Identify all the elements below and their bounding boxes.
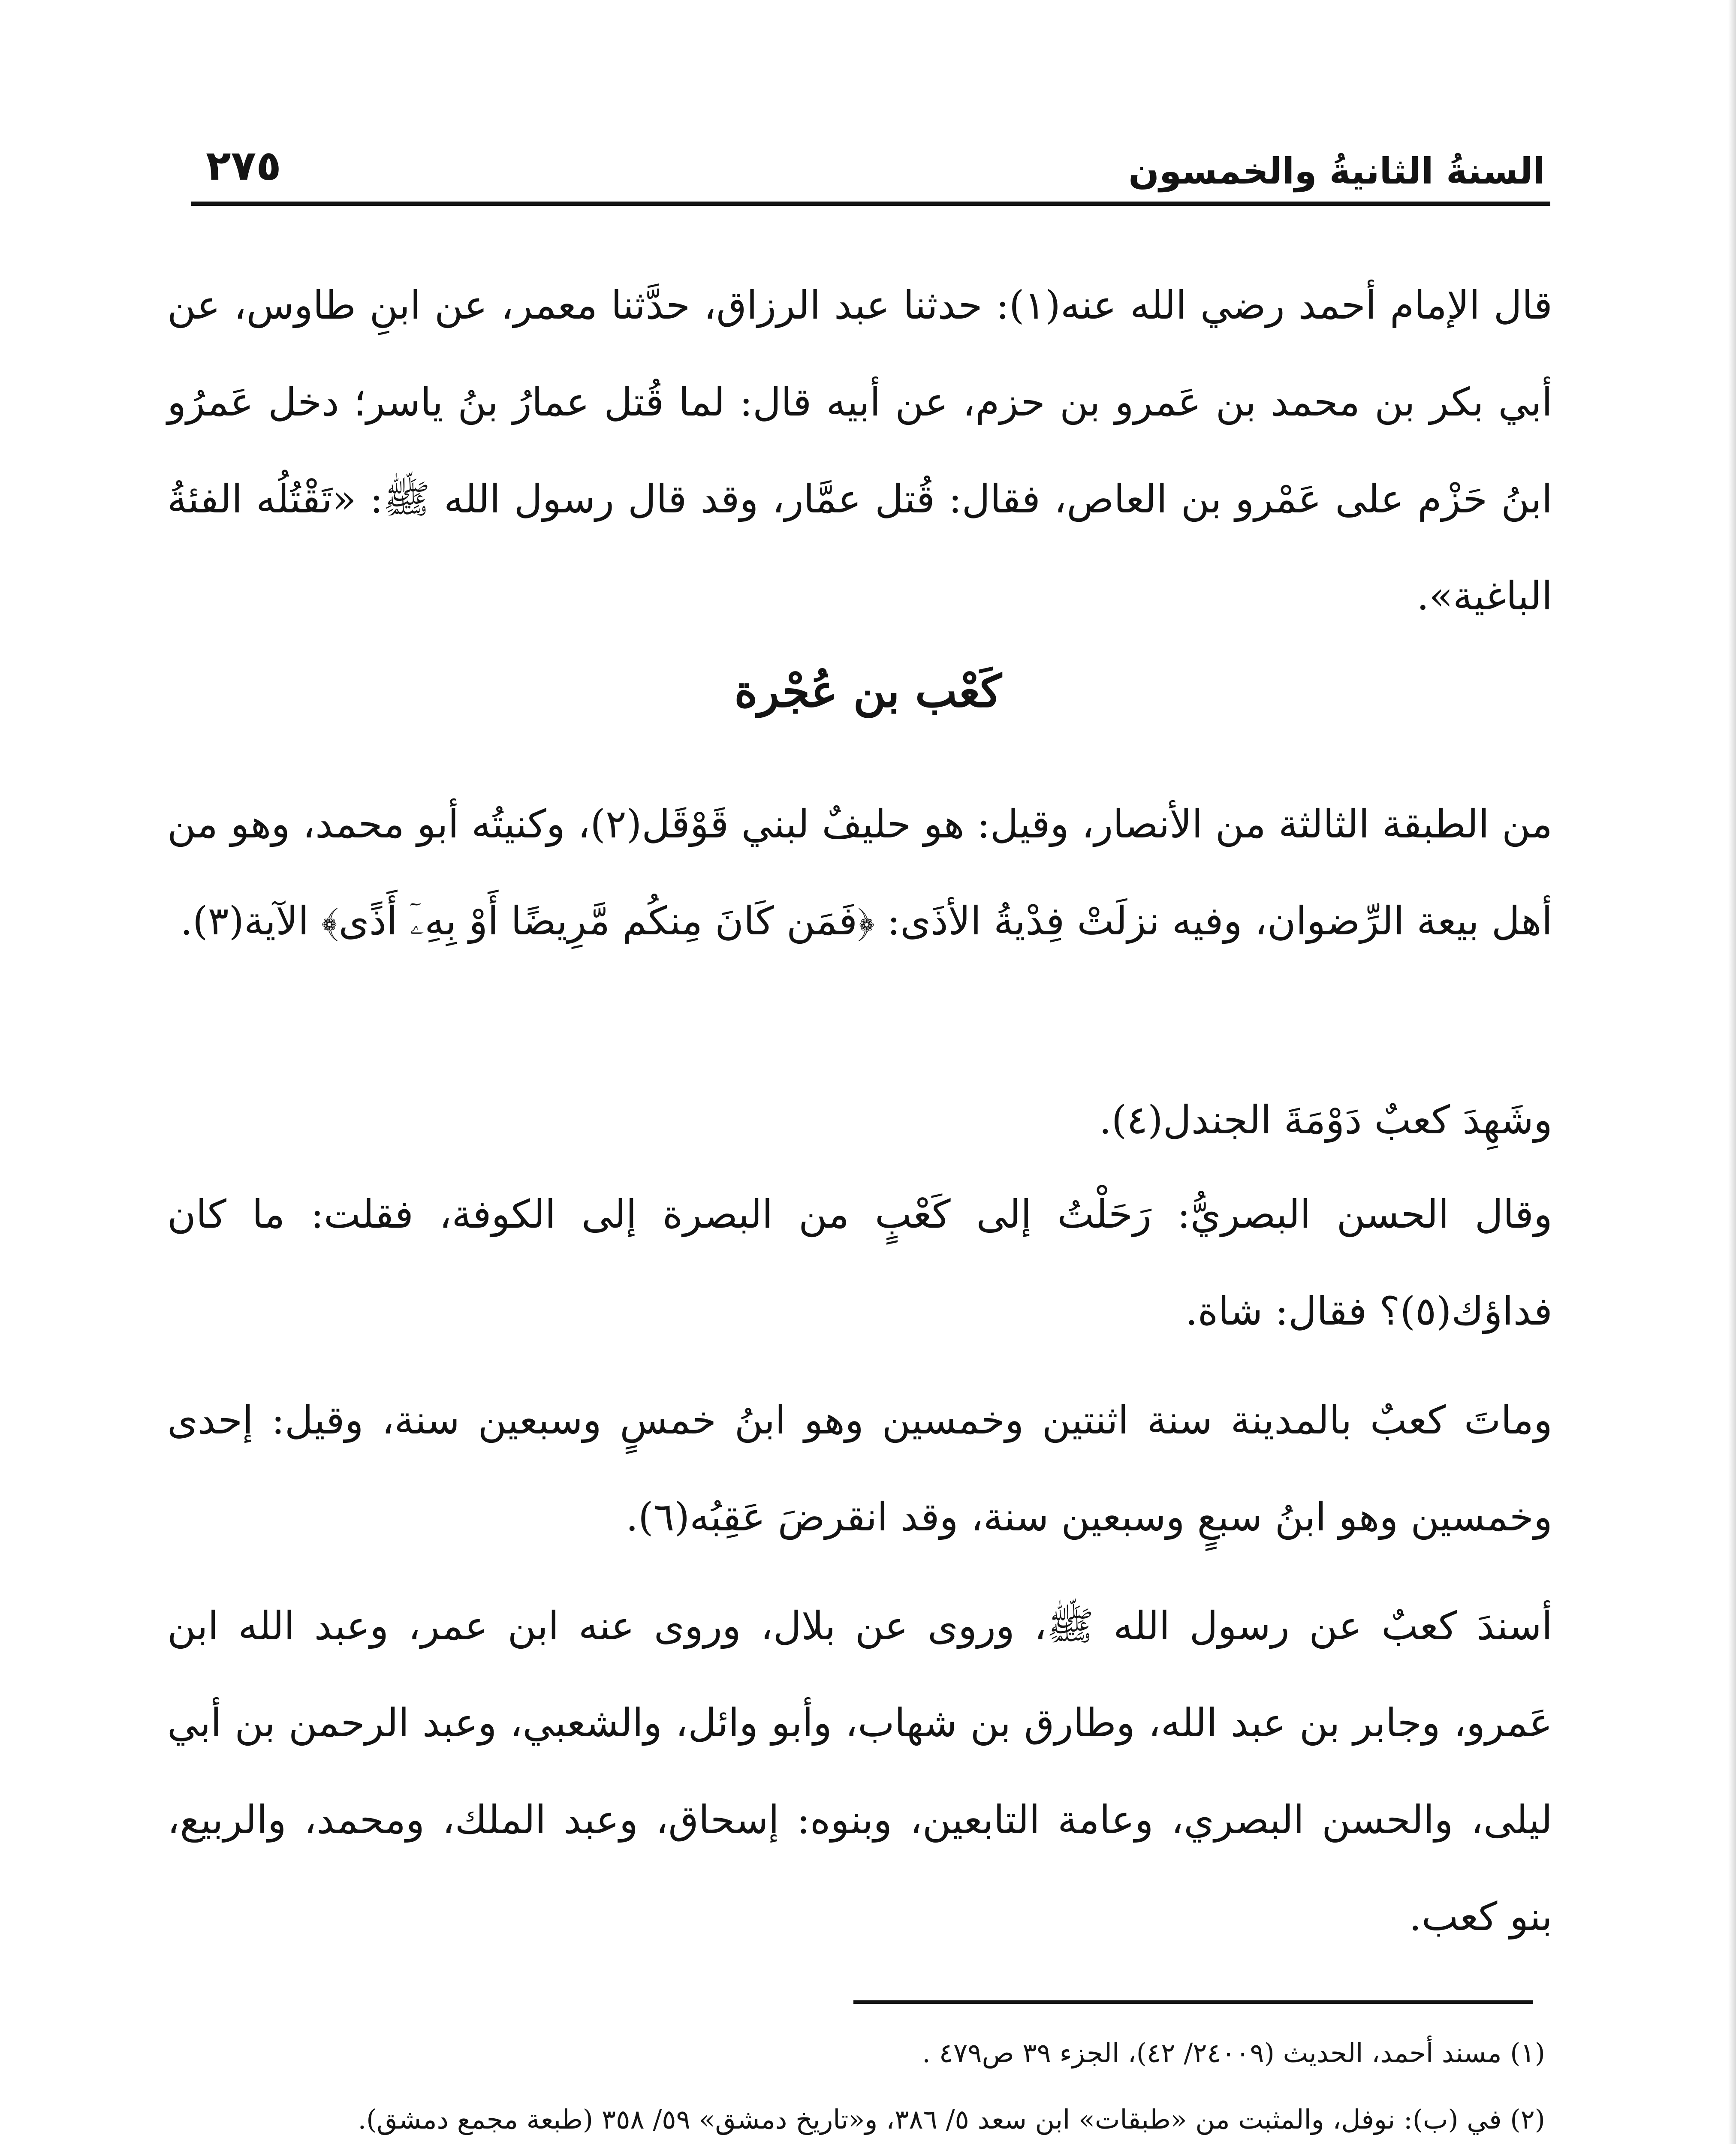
section-heading: كَعْب بن عُجْرة bbox=[734, 665, 1002, 717]
paragraph-dawmat-jandal: وشَهِدَ كعبٌ دَوْمَةَ الجندل(٤). bbox=[1099, 1098, 1552, 1143]
scan-edge-shadow bbox=[1728, 0, 1736, 2144]
paragraph-death: وماتَ كعبٌ بالمدينة سنة اثنتين وخمسين وهو ابنُ خمسٍ وسبعين سنة، وقيل: إحدى وخمسين وهو ابنُ سبعٍ وسبعين سنة، وقد انقرضَ عَقِبُه(٦). bbox=[167, 1398, 1552, 1540]
footnote-2: (٢) في (ب): نوفل، والمثبت من «طبقات» ابن سعد ٥/ ٣٨٦، و«تاريخ دمشق» ٥٩/ ٣٥٨ (طبعة مجمع دمشق). bbox=[358, 2104, 1545, 2135]
paragraph-narrators: أسندَ كعبٌ عن رسول الله ﷺ، وروى عن بلال، وروى عنه ابن عمر، وعبد الله ابن عَمرو، وجابر بن عبد الله، وطارق بن شهاب، وأبو وائل، والشعبي، وعبد الرحمن بن أبي ليلى، والحسن البصري، وعامة التابعين، وبنوه: إسحاق، وعبد الملك، ومحمد، والربيع، بنو كعب. bbox=[167, 1604, 1552, 1939]
footnote-1: (١) مسند أحمد، الحديث (٢٤٠٠٩/ ٤٢)، الجزء ٣٩ ص٤٧٩ . bbox=[922, 2037, 1545, 2069]
footnote-separator bbox=[853, 2000, 1533, 2004]
paragraph-hasan-basri: وقال الحسن البصريُّ: رَحَلْتُ إلى كَعْبٍ من البصرة إلى الكوفة، فقلت: ما كان فداؤك(٥)؟ فقال: شاة. bbox=[167, 1192, 1552, 1334]
header-rule bbox=[191, 202, 1550, 206]
paragraph-tabaqa: من الطبقة الثالثة من الأنصار، وقيل: هو حليفٌ لبني قَوْقَل(٢)، وكنيتُه أبو محمد، وهو من أهل بيعة الرِّضوان، وفيه نزلَتْ فِدْيةُ الأذَى: ﴿فَمَن كَانَ مِنكُم مَّرِيضًا أَوْ بِهِۦٓ أَذًى﴾ الآية(٣). bbox=[167, 802, 1552, 944]
paragraph-ahmad-hadith: قال الإمام أحمد رضي الله عنه(١): حدثنا عبد الرزاق، حدَّثنا معمر، عن ابنِ طاوس، عن أبي بكر بن محمد بن عَمرو بن حزم، عن أبيه قال: لما قُتل عمارُ بنُ ياسر؛ دخل عَمرُو ابنُ حَزْم على عَمْرو بن العاص، فقال: قُتل عمَّار، وقد قال رسول الله ﷺ: «تَقْتُلُه الفئةُ الباغية». bbox=[167, 283, 1553, 619]
page-number: ٢٧٥ bbox=[206, 142, 281, 190]
running-header-title: السنةُ الثانيةُ والخمسون bbox=[1128, 150, 1545, 192]
